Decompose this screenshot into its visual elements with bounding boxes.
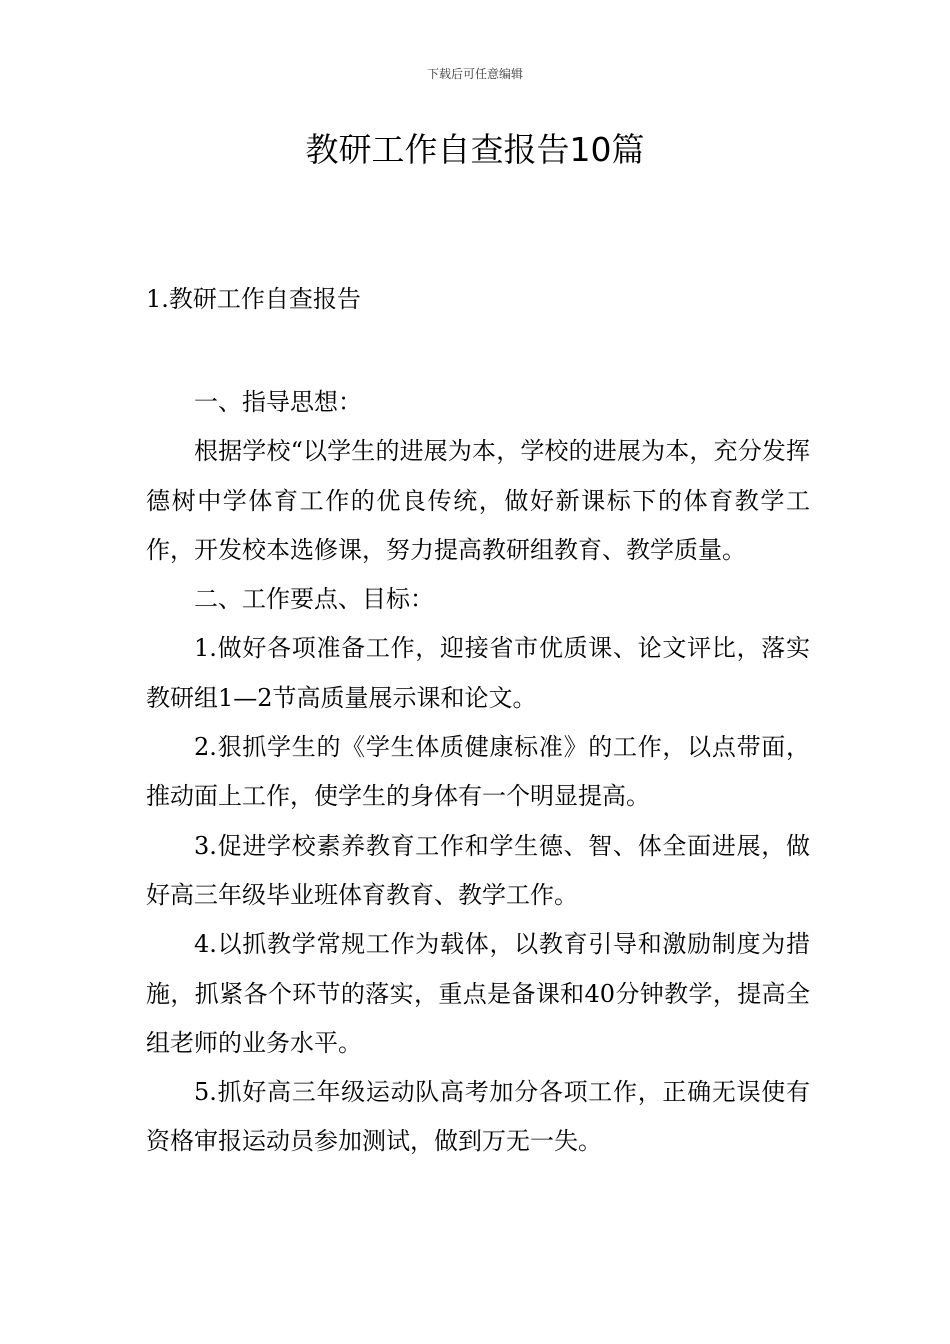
list-item-3: 3.促进学校素养教育工作和学生德、智、体全面进展，做好高三年级毕业班体育教育、教学工作。: [146, 831, 810, 909]
list-item-5: 5.抓好高三年级运动队高考加分各项工作，正确无误使有资格审报运动员参加测试，做到万无一失。: [146, 1078, 810, 1156]
header-note: 下载后可任意编辑: [426, 67, 523, 81]
list-item-2: 2.狠抓学生的《学生体质健康标准》的工作，以点带面，推动面上工作，使学生的身体有一个明显提高。: [146, 733, 810, 811]
document-body: [146, 378, 810, 1167]
document-title: 教研工作自查报告10篇: [305, 130, 645, 169]
heading-guiding-ideology: 一、指导思想：: [194, 388, 362, 416]
list-item-4: 4.以抓教学常规工作为载体，以教育引导和激励制度为措施，抓紧各个环节的落实，重点是备课和40分钟教学，提高全组老师的业务水平。: [146, 930, 810, 1057]
heading-work-points: 二、工作要点、目标：: [194, 585, 434, 614]
section-heading: 1.教研工作自查报告: [146, 285, 361, 313]
paragraph-guiding-ideology: 根据学校“以学生的进展为本，学校的进展为本，充分发挥德树中学体育工作的优良传统，做好新课标下的体育教学工作，开发校本选修课，努力提高教研组教育、教学质量。: [146, 437, 810, 564]
list-item-1: 1.做好各项准备工作，迎接省市优质课、论文评比，落实教研组1—2节高质量展示课和论文。: [146, 634, 810, 712]
